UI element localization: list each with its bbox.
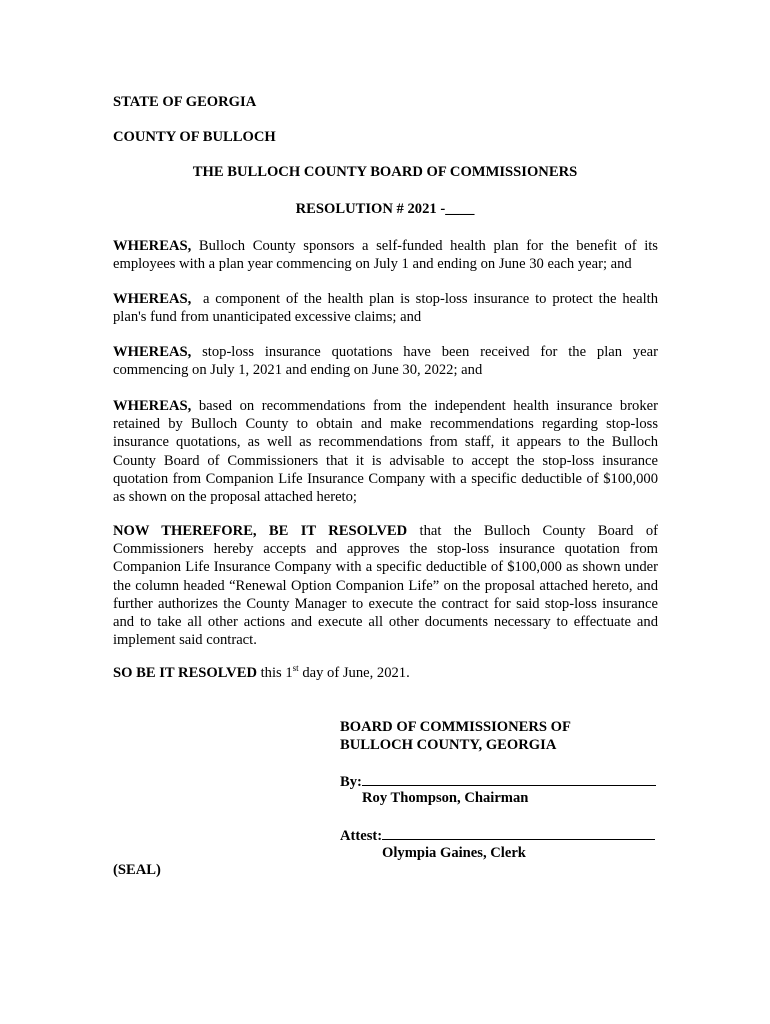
signature-board-line1: BOARD OF COMMISSIONERS OF (340, 719, 571, 735)
whereas-text: based on recommendations from the independent health insurance broker retained by Bulloch County to obtain and make recommendations regarding stop-loss insurance quotations, as well as recommendations from staff, it appears to the Bulloch County Board of Commissioners that it is advisable to accept the stop-loss insurance quotation from Companion Life Insurance Company with a specific deductible of $100,000 as shown on the proposal attached hereto; (113, 398, 658, 506)
so-resolved-line (113, 665, 410, 682)
resolved-paragraph (113, 522, 658, 649)
so-resolved-lead: SO BE IT RESOLVED (113, 665, 257, 681)
whereas-lead: WHEREAS, (113, 291, 192, 307)
whereas-text: Bulloch County sponsors a self-funded health plan for the benefit of its employees with a plan year commencing on July 1 and ending on June 30 each year; and (113, 238, 658, 273)
whereas-lead: WHEREAS, (113, 398, 192, 414)
whereas-paragraph-1 (113, 237, 658, 273)
by-signature-row (340, 773, 656, 791)
by-signature-line (362, 773, 656, 786)
whereas-paragraph-3 (113, 343, 658, 379)
so-resolved-text: this 1 (256, 665, 293, 681)
resolved-lead: NOW THEREFORE, BE IT RESOLVED (113, 523, 408, 539)
resolution-number: RESOLUTION # 2021 -____ (295, 201, 475, 217)
whereas-paragraph-2 (113, 290, 662, 326)
state-heading: STATE OF GEORGIA (113, 94, 257, 110)
board-heading: THE BULLOCH COUNTY BOARD OF COMMISSIONERS (192, 164, 578, 180)
attest-signature-line (382, 827, 655, 840)
whereas-paragraph-4 (113, 397, 658, 506)
seal-label: (SEAL) (113, 862, 161, 878)
attest-signature-row (340, 827, 655, 845)
chairman-name: Roy Thompson, Chairman (362, 790, 529, 806)
county-heading: COUNTY OF BULLOCH (113, 129, 276, 145)
date-superscript: st (292, 663, 299, 674)
whereas-text: stop-loss insurance quotations have been received for the plan year commencing on July 1, 2021 and ending on June 30, 2022; and (113, 344, 658, 379)
resolved-text: that the Bulloch County Board of Commissioners hereby accepts and approves the stop-loss insurance quotation from Companion Life Insurance Company with a specific deductible of $100,000 as shown under the column headed “Renewal Option Companion Life” on the proposal attached hereto, and further authorizes the County Manager to execute the contract for said stop-loss insurance and to take all other actions and execute all other documents necessary to effectuate and implement said contract. (113, 523, 658, 649)
attest-label: Attest: (340, 828, 383, 844)
whereas-lead: WHEREAS, (113, 238, 192, 254)
signature-board-line2: BULLOCH COUNTY, GEORGIA (340, 737, 557, 753)
by-label: By: (340, 774, 362, 790)
whereas-text: a component of the health plan is stop-loss insurance to protect the health plan's fund from unanticipated excessive claims; and (113, 291, 662, 326)
whereas-lead: WHEREAS, (113, 344, 192, 360)
so-resolved-date: day of June, 2021. (298, 665, 410, 681)
clerk-name: Olympia Gaines, Clerk (382, 845, 526, 861)
